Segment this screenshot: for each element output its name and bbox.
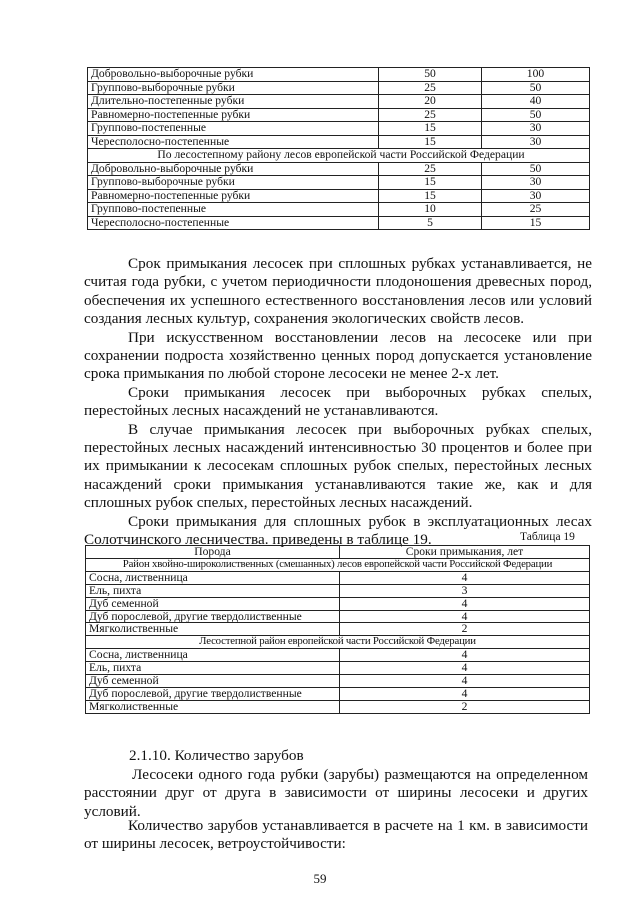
table-cell: Сосна, лиственница bbox=[86, 649, 340, 662]
paragraph: Сроки примыкания лесосек при выборочных рубках спелых, перестойных лесных насаждений не устанавливаются. bbox=[84, 383, 592, 420]
paragraph: Количество зарубов устанавливается в расчете на 1 км. в зависимости от ширины лесосек, ветроустойчивости: bbox=[84, 817, 588, 853]
table-row bbox=[88, 81, 590, 95]
table-cell: 50 bbox=[482, 108, 590, 122]
table-row bbox=[86, 610, 590, 623]
cutting-terms-table bbox=[87, 67, 590, 230]
table-row bbox=[86, 700, 590, 713]
table-cell: 50 bbox=[379, 68, 482, 82]
table-cell: 5 bbox=[379, 216, 482, 230]
table-cell: 15 bbox=[379, 135, 482, 149]
table-cell: 50 bbox=[482, 81, 590, 95]
table-row bbox=[88, 189, 590, 203]
table-cell: 100 bbox=[482, 68, 590, 82]
table-cell: Группово-выборочные рубки bbox=[88, 176, 379, 190]
table-row bbox=[86, 649, 590, 662]
table-cell: Ель, пихта bbox=[86, 584, 340, 597]
table-cell: 4 bbox=[340, 597, 590, 610]
table-row bbox=[86, 675, 590, 688]
section-label: По лесостепному району лесов европейской части Российской Федерации bbox=[88, 149, 590, 163]
adjacency-terms-table bbox=[85, 545, 590, 714]
table-cell: Дуб порослевой, другие твердолиственные bbox=[86, 610, 340, 623]
table-cell: 15 bbox=[379, 122, 482, 136]
section-label: Район хвойно-широколиственных (смешанных) лесов европейской части Российской Федерации bbox=[86, 558, 590, 571]
body-text bbox=[84, 255, 592, 550]
table-row bbox=[88, 135, 590, 149]
table-cell: 15 bbox=[379, 189, 482, 203]
table-cell: 20 bbox=[379, 95, 482, 109]
table-cell: Дуб порослевой, другие твердолиственные bbox=[86, 687, 340, 700]
table-cell: Добровольно-выборочные рубки bbox=[88, 68, 379, 82]
table-caption: Таблица 19 bbox=[520, 531, 575, 543]
table-cell: 25 bbox=[379, 108, 482, 122]
table-cell: Группово-выборочные рубки bbox=[88, 81, 379, 95]
paragraph: Сроки примыкания для сплошных рубок в эксплуатационных лесах Солотчинского лесничества. приведены в таблице 19. bbox=[84, 512, 592, 549]
table-row bbox=[86, 597, 590, 610]
table-cell: 4 bbox=[340, 675, 590, 688]
paragraph: Срок примыкания лесосек при сплошных рубках устанавливается, не считая года рубки, с учетом периодичности плодоношения древесных пород, обеспечения их успешного естественного восстановления лесов или условий создания лесных культур, сохранения экологических свойств лесов. bbox=[84, 255, 592, 328]
column-header: Сроки примыкания, лет bbox=[340, 546, 590, 559]
table-cell: Ель, пихта bbox=[86, 662, 340, 675]
page-number: 59 bbox=[313, 871, 327, 886]
table-row bbox=[86, 571, 590, 584]
table-cell: 4 bbox=[340, 571, 590, 584]
table-cell: Группово-постепенные bbox=[88, 203, 379, 217]
table-cell: 25 bbox=[379, 162, 482, 176]
table-cell: 25 bbox=[379, 81, 482, 95]
table-row bbox=[86, 623, 590, 636]
table-cell: 3 bbox=[340, 584, 590, 597]
table-cell: 40 bbox=[482, 95, 590, 109]
table-cell: Дуб семенной bbox=[86, 675, 340, 688]
table-section-row bbox=[88, 149, 590, 163]
table-row bbox=[88, 68, 590, 82]
table-cell: 30 bbox=[482, 122, 590, 136]
table-cell: 30 bbox=[482, 135, 590, 149]
paragraph: В случае примыкания лесосек при выборочных рубках спелых, перестойных лесных насаждений интенсивностью 30 процентов и более при их примыкании к лесосекам сплошных рубок спелых, перестойных лесных насаждений сроки примыкания устанавливаются такие же, как и для сплошных рубок спелых, перестойных лесных насаждений. bbox=[84, 420, 592, 512]
table-cell: Чересполосно-постепенные bbox=[88, 216, 379, 230]
table-row bbox=[88, 108, 590, 122]
table-row bbox=[86, 584, 590, 597]
table-cell: 4 bbox=[340, 649, 590, 662]
table-cell: Длительно-постепенные рубки bbox=[88, 95, 379, 109]
table-cell: 15 bbox=[482, 216, 590, 230]
table-row bbox=[88, 203, 590, 217]
table-cell: 30 bbox=[482, 189, 590, 203]
table-cell: Добровольно-выборочные рубки bbox=[88, 162, 379, 176]
section-heading: 2.1.10. Количество зарубов bbox=[129, 747, 304, 764]
section-label: Лесостепной район европейской части Российской Федерации bbox=[86, 636, 590, 649]
table-cell: 30 bbox=[482, 176, 590, 190]
table-cell: Дуб семенной bbox=[86, 597, 340, 610]
table-section-row bbox=[86, 558, 590, 571]
table-row bbox=[86, 687, 590, 700]
paragraph: Лесосеки одного года рубки (зарубы) размещаются на определенном расстоянии друг от друга в зависимости от ширины лесосеки и других условий. bbox=[84, 766, 588, 820]
table-cell: 4 bbox=[340, 687, 590, 700]
table-cell: Мягколиственные bbox=[86, 700, 340, 713]
table-cell: Мягколиственные bbox=[86, 623, 340, 636]
column-header: Порода bbox=[86, 546, 340, 559]
table-cell: Чересполосно-постепенные bbox=[88, 135, 379, 149]
table-cell: Группово-постепенные bbox=[88, 122, 379, 136]
table-cell: 4 bbox=[340, 610, 590, 623]
table-cell: 2 bbox=[340, 623, 590, 636]
table-section-row bbox=[86, 636, 590, 649]
table-cell: 25 bbox=[482, 203, 590, 217]
table-row bbox=[86, 662, 590, 675]
paragraph: При искусственном восстановлении лесов на лесосеке или при сохранении подроста хозяйственно ценных пород допускается установление срока примыкания по любой стороне лесосеки не менее 2-х лет. bbox=[84, 328, 592, 383]
table-cell: Равномерно-постепенные рубки bbox=[88, 108, 379, 122]
table-row bbox=[88, 162, 590, 176]
table-cell: Равномерно-постепенные рубки bbox=[88, 189, 379, 203]
table-cell: 10 bbox=[379, 203, 482, 217]
table-cell: 4 bbox=[340, 662, 590, 675]
table-row bbox=[88, 216, 590, 230]
table-cell: 2 bbox=[340, 700, 590, 713]
table-row bbox=[88, 176, 590, 190]
table-cell: 15 bbox=[379, 176, 482, 190]
table-cell: Сосна, лиственница bbox=[86, 571, 340, 584]
table-cell: 50 bbox=[482, 162, 590, 176]
table-row bbox=[88, 95, 590, 109]
table-header-row bbox=[86, 546, 590, 559]
table-row bbox=[88, 122, 590, 136]
